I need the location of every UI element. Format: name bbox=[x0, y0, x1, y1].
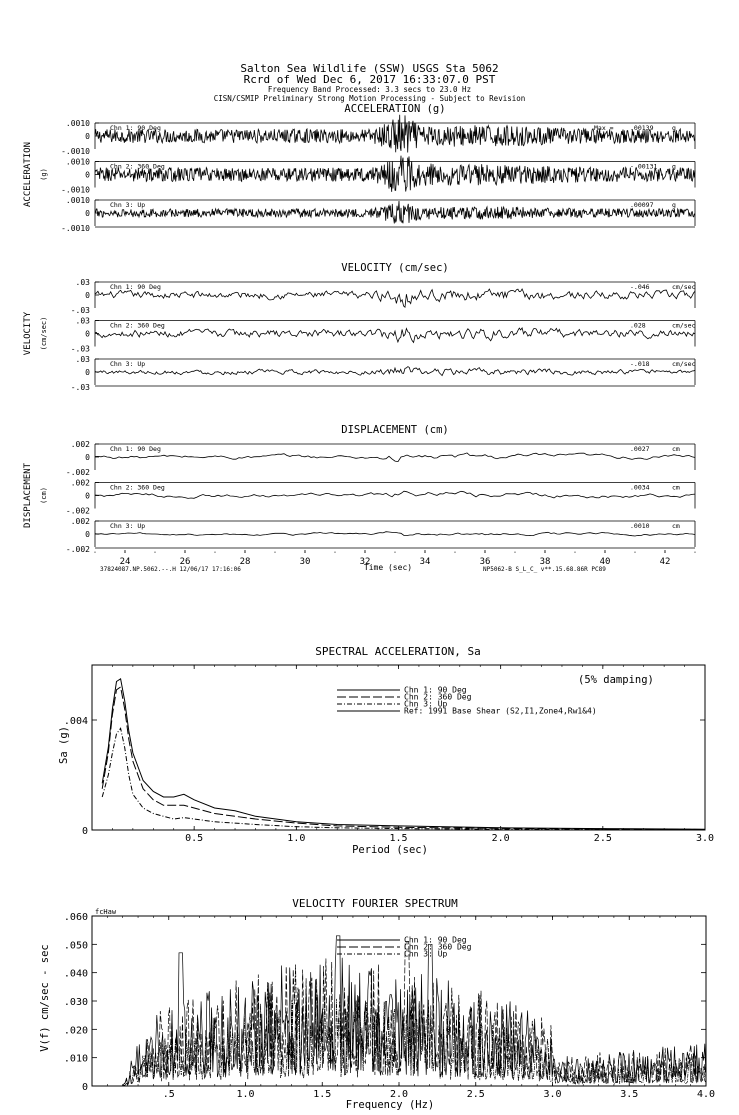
vf-legend-label: Chn 2: 360 Deg bbox=[404, 942, 472, 952]
channel-peak-value: -.046 bbox=[630, 283, 650, 291]
spectral-acceleration-chart bbox=[58, 645, 714, 856]
sa-x-tick-label: 0.5 bbox=[185, 833, 204, 844]
tick-label-zero: 0 bbox=[85, 170, 90, 180]
tick-label-neg: -.002 bbox=[65, 506, 90, 516]
vf-x-tick-label: 3.5 bbox=[620, 1089, 639, 1100]
sa-legend-label: Ref: 1991 Base Shear (S2,I1,Zone4,Rw1&4) bbox=[404, 706, 597, 716]
sa-y-tick-label: .004 bbox=[63, 716, 88, 727]
channel-name: Chn 1: 90 Deg bbox=[110, 445, 161, 453]
tick-label-pos: .0010 bbox=[65, 196, 90, 205]
time-axis-label: Time (sec) bbox=[363, 563, 413, 572]
vf-y-tick-label: .060 bbox=[63, 912, 88, 923]
sa-x-axis-label: Period (sec) bbox=[352, 844, 428, 856]
time-axis-tick-label: 36 bbox=[479, 557, 491, 567]
channel-name: Chn 3: Up bbox=[110, 201, 146, 209]
tick-label-neg: -.03 bbox=[70, 344, 90, 354]
channel-peak-unit: cm bbox=[672, 483, 680, 492]
channel-peak-value: -.018 bbox=[630, 360, 650, 368]
timeseries-block-2 bbox=[23, 262, 696, 392]
timeseries-title: DISPLACEMENT (cm) bbox=[341, 424, 449, 436]
channel-peak-value: .028 bbox=[630, 321, 646, 330]
footer-right: NP5062-B S_L_C_ v**.15.68.86R PC89 bbox=[483, 566, 606, 573]
channel-peak-unit: cm/sec bbox=[672, 360, 696, 368]
vf-x-tick-label: 2.0 bbox=[389, 1089, 409, 1100]
tick-label-neg: -.03 bbox=[70, 383, 90, 392]
vf-x-axis-label: Frequency (Hz) bbox=[345, 1099, 435, 1111]
sa-y-tick-label: 0 bbox=[81, 826, 88, 837]
timeseries-block-1 bbox=[23, 103, 695, 233]
tick-label-zero: 0 bbox=[85, 209, 90, 218]
tick-label-pos: .0010 bbox=[65, 157, 90, 167]
channel-peak-value: .0034 bbox=[630, 483, 650, 492]
sa-title: SPECTRAL ACCELERATION, Sa bbox=[315, 645, 481, 658]
tick-label-zero: 0 bbox=[85, 368, 90, 377]
vf-corner-label: fcHaw bbox=[95, 908, 117, 916]
channel-peak-value: .00097 bbox=[630, 201, 654, 209]
vf-x-tick-label: .5 bbox=[162, 1089, 175, 1100]
channel-peak-value: .0027 bbox=[630, 445, 650, 453]
time-axis-tick-label: 24 bbox=[119, 557, 131, 567]
timeseries-unit-label: (cm) bbox=[40, 487, 48, 504]
sa-x-tick-label: 1.5 bbox=[389, 833, 408, 844]
channel-name: Chn 1: 90 Deg bbox=[110, 283, 161, 291]
tick-label-pos: .002 bbox=[70, 440, 90, 449]
vf-legend-label: Chn 3: Up bbox=[404, 949, 448, 959]
vf-x-tick-label: 1.5 bbox=[313, 1089, 332, 1100]
max-prefix: Max = bbox=[594, 124, 614, 132]
tick-label-neg: -.0010 bbox=[61, 147, 90, 156]
channel-waveform bbox=[95, 328, 695, 343]
tick-label-zero: 0 bbox=[85, 453, 90, 462]
channel-name: Chn 1: 90 Deg bbox=[110, 124, 161, 132]
channel-peak-value: .00139 bbox=[630, 124, 654, 132]
sa-x-tick-label: 1.0 bbox=[287, 833, 306, 844]
time-axis-tick-label: 32 bbox=[359, 557, 371, 567]
tick-label-pos: .03 bbox=[75, 316, 90, 326]
time-axis-tick-label: 42 bbox=[659, 557, 671, 567]
vf-x-tick-label: 4.0 bbox=[696, 1089, 716, 1100]
sa-legend-label: Chn 3: Up bbox=[404, 699, 448, 709]
sa-annotation: (5% damping) bbox=[578, 674, 654, 686]
vf-y-tick-label: 0 bbox=[81, 1082, 88, 1093]
tick-label-zero: 0 bbox=[85, 530, 90, 539]
tick-label-neg: -.03 bbox=[70, 306, 90, 315]
sa-x-tick-label: 2.5 bbox=[593, 833, 612, 844]
tick-label-zero: 0 bbox=[85, 132, 90, 141]
header-line-3: Frequency Band Processed: 3.3 secs to 23.0 Hz bbox=[267, 85, 472, 94]
tick-label-zero: 0 bbox=[85, 291, 90, 300]
channel-name: Chn 2: 360 Deg bbox=[110, 483, 165, 492]
channel-peak-unit: cm/sec bbox=[672, 321, 696, 330]
channel-waveform bbox=[95, 453, 695, 462]
sa-x-tick-label: 2.0 bbox=[491, 833, 510, 844]
header-line-4: CISN/CSMIP Preliminary Strong Motion Processing - Subject to Revision bbox=[213, 94, 526, 103]
channel-waveform bbox=[95, 201, 695, 224]
channel-peak-unit: cm bbox=[672, 445, 680, 453]
vf-y-tick-label: .010 bbox=[63, 1053, 88, 1065]
header-line-2: Rcrd of Wed Dec 6, 2017 16:33:07.0 PST bbox=[243, 73, 496, 86]
tick-label-pos: .002 bbox=[70, 517, 90, 526]
channel-name: Chn 2: 360 Deg bbox=[110, 162, 165, 171]
tick-label-neg: -.0010 bbox=[61, 224, 90, 233]
timeseries-side-label: VELOCITY bbox=[23, 311, 33, 356]
tick-label-neg: -.0010 bbox=[61, 185, 90, 195]
channel-waveform bbox=[95, 289, 695, 307]
header-line-1: Salton Sea Wildlife (SSW) USGS Sta 5062 bbox=[240, 62, 499, 75]
velocity-fourier-chart bbox=[39, 897, 715, 1111]
vf-legend-label: Chn 1: 90 Deg bbox=[404, 935, 467, 945]
channel-peak-value: -.00131 bbox=[630, 162, 658, 171]
channel-waveform bbox=[95, 115, 695, 153]
vf-y-tick-label: .050 bbox=[63, 940, 88, 952]
channel-waveform bbox=[95, 491, 695, 498]
tick-label-pos: .002 bbox=[70, 478, 90, 488]
tick-label-neg: -.002 bbox=[65, 468, 90, 477]
channel-waveform bbox=[95, 367, 695, 376]
sa-legend-label: Chn 1: 90 Deg bbox=[404, 685, 467, 695]
time-axis-tick-label: 34 bbox=[419, 557, 431, 567]
timeseries-block-3 bbox=[23, 424, 695, 554]
tick-label-neg: -.002 bbox=[65, 545, 90, 554]
time-axis-tick-label: 30 bbox=[299, 557, 311, 567]
time-axis-tick-label: 38 bbox=[539, 557, 551, 567]
tick-label-pos: .03 bbox=[75, 355, 90, 364]
time-axis bbox=[95, 550, 695, 573]
vf-x-tick-label: 1.0 bbox=[236, 1089, 255, 1100]
channel-name: Chn 3: Up bbox=[110, 360, 146, 368]
time-axis-tick-label: 26 bbox=[179, 557, 191, 567]
vf-series-line bbox=[100, 942, 706, 1087]
timeseries-unit-label: (cm/sec) bbox=[40, 316, 48, 351]
timeseries-side-label: DISPLACEMENT bbox=[23, 462, 33, 529]
timeseries-side-label: ACCELERATION bbox=[23, 141, 33, 208]
vf-y-axis-label: V(f) cm/sec - sec bbox=[39, 944, 51, 1052]
time-axis-tick-label: 40 bbox=[599, 557, 611, 567]
tick-label-zero: 0 bbox=[85, 491, 90, 501]
footer-left: 37824087.NP.5062.--.H 12/06/17 17:16:06 bbox=[100, 566, 241, 573]
sa-y-axis-label: Sa (g) bbox=[58, 726, 70, 764]
tick-label-pos: .0010 bbox=[65, 119, 90, 128]
vf-x-tick-label: 3.0 bbox=[543, 1089, 562, 1100]
timeseries-title: ACCELERATION (g) bbox=[344, 103, 446, 115]
vf-title: VELOCITY FOURIER SPECTRUM bbox=[292, 897, 458, 910]
channel-peak-unit: cm/sec bbox=[672, 283, 696, 291]
channel-waveform bbox=[95, 532, 695, 536]
vf-y-tick-label: .030 bbox=[63, 997, 88, 1008]
timeseries-unit-label: (g) bbox=[40, 168, 48, 181]
channel-peak-value: .0010 bbox=[630, 522, 650, 530]
vf-y-tick-label: .040 bbox=[63, 968, 88, 980]
tick-label-pos: .03 bbox=[75, 278, 90, 287]
channel-name: Chn 3: Up bbox=[110, 522, 146, 530]
channel-peak-unit: g bbox=[672, 201, 676, 209]
sa-series-line bbox=[102, 728, 705, 829]
channel-peak-unit: g bbox=[672, 162, 676, 171]
vf-y-tick-label: .020 bbox=[63, 1025, 88, 1037]
channel-peak-unit: cm bbox=[672, 522, 680, 530]
channel-peak-unit: g bbox=[672, 124, 676, 132]
tick-label-zero: 0 bbox=[85, 329, 90, 339]
vf-x-tick-label: 2.5 bbox=[466, 1089, 485, 1100]
channel-name: Chn 2: 360 Deg bbox=[110, 321, 165, 330]
sa-legend-label: Chn 2: 360 Deg bbox=[404, 692, 472, 702]
timeseries-title: VELOCITY (cm/sec) bbox=[341, 262, 449, 274]
time-axis-tick-label: 28 bbox=[239, 557, 251, 567]
sa-x-tick-label: 3.0 bbox=[695, 833, 715, 844]
